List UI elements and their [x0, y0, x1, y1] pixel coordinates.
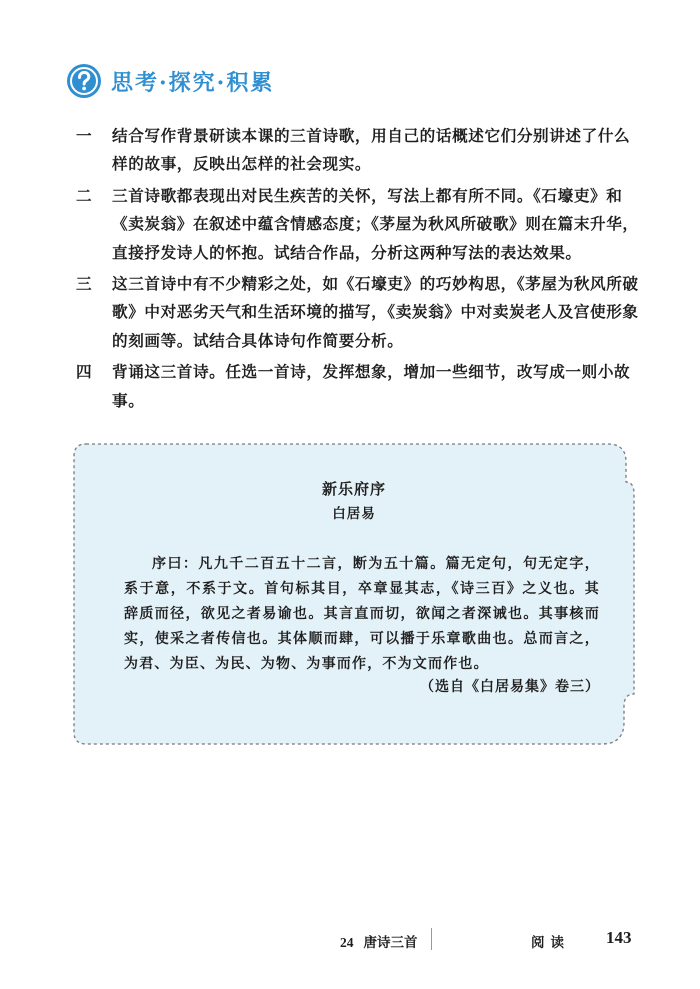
reading-body: 序曰：凡九千二百五十二言，断为五十篇。篇无定句，句无定字，系于意，不系于文。首句标其目，卒章显其志，《诗三百》之义也。其辞质而径，欲见之者易谕也。其言直而切，欲闻之者深诫也。其事核而实，使采之者传信也。其体顺而肆，可以播于乐章歌曲也。总而言之，为君、为臣、为民、为物、为事而作，不为文而作也。	[124, 556, 600, 672]
question-list	[76, 122, 646, 418]
reading-author: 白居易	[332, 506, 376, 522]
section-heading	[67, 64, 274, 98]
page-footer	[0, 928, 700, 952]
reading-source: （选自《白居易集》卷三）	[420, 679, 600, 695]
question-item	[76, 270, 646, 355]
question-text: 结合写作背景研读本课的三首诗歌，用自己的话概述它们分别讲述了什么样的故事，反映出怎样的社会现实。	[112, 126, 631, 174]
reading-box-content	[72, 442, 636, 746]
question-number: 四	[76, 362, 92, 382]
question-text: 这三首诗中有不少精彩之处，如《石壕吏》的巧妙构思，《茅屋为秋风所破歌》中对恶劣天气和生活环境的描写，《卖炭翁》中对卖炭老人及宫使形象的刻画等。试结合具体诗句作简要分析。	[112, 274, 639, 350]
question-item	[76, 182, 646, 267]
question-mark-icon	[67, 64, 101, 98]
footer-section: 阅读	[531, 935, 570, 951]
question-item	[76, 122, 646, 179]
reading-title: 新乐府序	[321, 480, 386, 498]
heading-title: 思考·探究·积累	[111, 69, 275, 96]
page-number: 143	[606, 928, 632, 947]
lesson-title: 唐诗三首	[363, 935, 418, 951]
question-item	[76, 358, 646, 415]
question-text: 背诵这三首诗。任选一首诗，发挥想象，增加一些细节，改写成一则小故事。	[112, 362, 631, 410]
question-number: 二	[76, 185, 92, 205]
question-text: 三首诗歌都表现出对民生疾苦的关怀，写法上都有所不同。《石壕吏》和《卖炭翁》在叙述中蕴含情感态度；《茅屋为秋风所破歌》则在篇末升华，直接抒发诗人的怀抱。试结合作品，分析这两种写法的表达效果。	[112, 185, 639, 262]
question-number: 三	[76, 274, 92, 294]
footer-divider	[431, 928, 432, 950]
lesson-number: 24	[340, 935, 354, 950]
question-number: 一	[76, 126, 92, 145]
footer-lesson	[340, 931, 418, 951]
reading-box	[72, 442, 636, 746]
